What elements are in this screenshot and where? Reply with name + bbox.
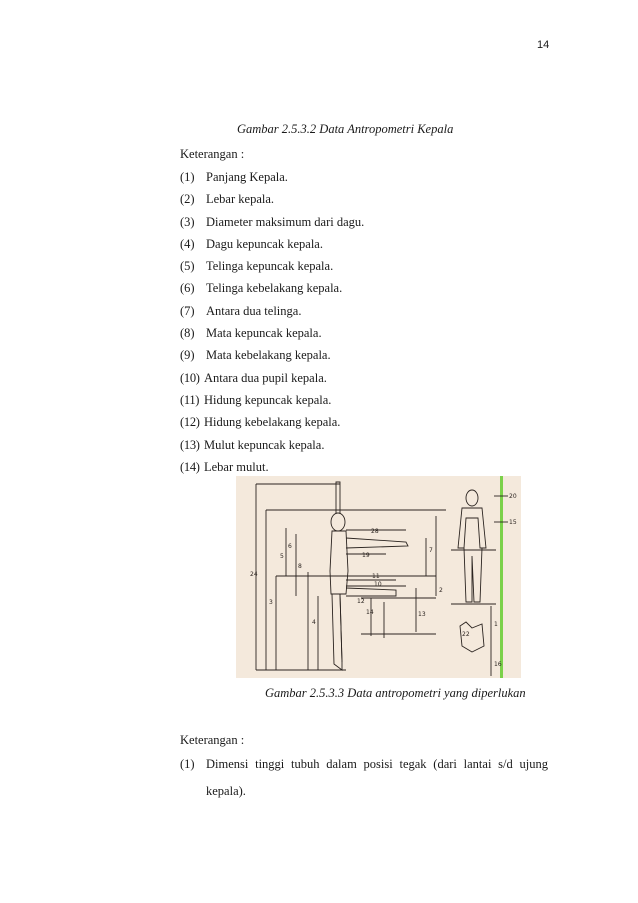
anthropometric-diagram (236, 476, 521, 678)
legend-2-list (180, 756, 550, 799)
legend-item: (1) Dimensi tinggi tubuh dalam posisi tegak (dari lantai s/d ujung (180, 757, 548, 771)
label-19: 19 (362, 552, 370, 559)
page-number: 14 (537, 39, 550, 51)
label-6: 6 (288, 543, 292, 550)
legend-item: (6) Telinga kebelakang kepala. (180, 281, 343, 296)
label-10: 10 (374, 581, 382, 588)
label-15: 15 (509, 519, 517, 526)
legend-item: (2) Lebar kepala. (180, 192, 275, 207)
legend-item: (14) Lebar mulut. (180, 459, 269, 474)
legend-item: (7) Antara dua telinga. (180, 303, 302, 318)
green-bar (500, 476, 503, 678)
legend-item: (11) Hidung kepuncak kepala. (180, 392, 332, 407)
legend-2-heading: Keterangan : (180, 733, 245, 747)
label-8: 8 (298, 563, 302, 570)
legend-item: (9) Mata kebelakang kepala. (180, 348, 331, 363)
figure-1-caption: Gambar 2.5.3.2 Data Antropometri Kepala (237, 122, 454, 136)
legend-item: (1) Panjang Kepala. (180, 170, 288, 184)
label-13: 13 (418, 611, 426, 618)
label-22: 22 (462, 631, 470, 638)
label-16: 16 (494, 661, 502, 668)
legend-item: (5) Telinga kepuncak kepala. (180, 259, 334, 274)
label-11: 11 (372, 573, 380, 580)
label-28: 28 (371, 528, 379, 535)
label-1: 1 (494, 621, 498, 628)
label-7: 7 (429, 547, 433, 554)
legend-1-list (180, 169, 364, 481)
legend-item: (12) Hidung kebelakang kepala. (180, 415, 341, 430)
label-24: 24 (250, 571, 258, 578)
label-4: 4 (312, 619, 316, 626)
label-5: 5 (280, 553, 284, 560)
label-2: 2 (439, 587, 443, 594)
label-14: 14 (366, 609, 374, 616)
legend-item: (13) Mulut kepuncak kepala. (180, 437, 325, 452)
label-20: 20 (509, 493, 517, 500)
legend-item: (8) Mata kepuncak kepala. (180, 326, 322, 341)
figure-2-caption: Gambar 2.5.3.3 Data antropometri yang diperlukan (265, 686, 526, 700)
legend-1-heading: Keterangan : (180, 147, 245, 161)
legend-item: (10) Antara dua pupil kepala. (180, 370, 327, 385)
label-3: 3 (269, 599, 273, 606)
legend-item-continuation: kepala). (206, 784, 246, 799)
anthropometric-figure (236, 476, 521, 678)
legend-item: (4) Dagu kepuncak kepala. (180, 236, 323, 251)
label-12: 12 (357, 598, 365, 605)
legend-item: (3) Diameter maksimum dari dagu. (180, 214, 365, 229)
